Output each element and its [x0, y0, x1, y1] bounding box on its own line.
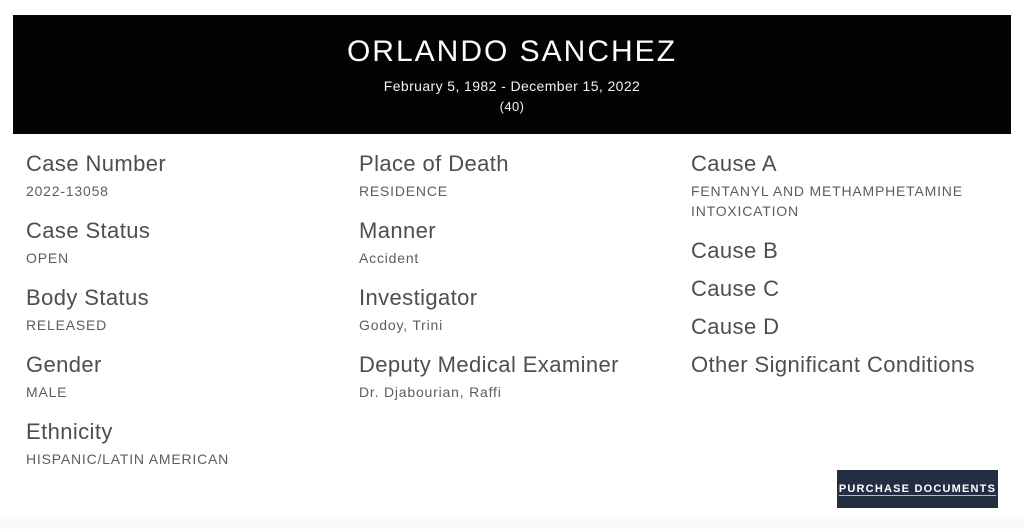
field — [359, 284, 691, 335]
decedent-name: ORLANDO SANCHEZ — [346, 35, 678, 68]
field-label: Body Status — [26, 285, 150, 310]
field — [26, 351, 359, 402]
field-value: MALE — [26, 384, 68, 400]
field-value: HISPANIC/LATIN AMERICAN — [26, 451, 230, 467]
field — [359, 351, 691, 402]
field-label: Case Number — [26, 151, 167, 176]
field-value: RESIDENCE — [359, 183, 448, 199]
field-value: OPEN — [26, 250, 69, 266]
field — [691, 237, 998, 265]
field-label: Cause A — [691, 151, 777, 176]
case-details — [0, 134, 1024, 485]
field-label: Cause C — [691, 276, 780, 301]
field — [691, 150, 998, 221]
field-label: Cause B — [691, 238, 779, 263]
field-value: FENTANYL AND METHAMPHETAMINE INTOXICATION — [691, 183, 963, 219]
field — [26, 217, 359, 268]
field-label: Deputy Medical Examiner — [359, 352, 619, 377]
field-value: Accident — [359, 250, 420, 266]
field-label: Ethnicity — [26, 419, 113, 444]
decedent-banner — [13, 15, 1011, 134]
field — [691, 351, 998, 379]
field-value: RELEASED — [26, 317, 108, 333]
fields-column-3 — [691, 150, 998, 485]
field-label: Cause D — [691, 314, 780, 339]
field-label: Investigator — [359, 285, 478, 310]
field — [26, 418, 359, 469]
field — [359, 150, 691, 201]
purchase-documents-button[interactable] — [837, 470, 998, 508]
field — [691, 275, 998, 303]
field-value: Dr. Djabourian, Raffi — [359, 384, 502, 400]
field — [26, 150, 359, 201]
fields-column-2 — [359, 150, 691, 485]
decedent-age: (40) — [499, 99, 525, 114]
field-label: Other Significant Conditions — [691, 352, 975, 377]
purchase-documents-label: PURCHASE DOCUMENTS — [838, 483, 997, 495]
footer-strip — [0, 517, 1024, 529]
field-label: Manner — [359, 218, 436, 243]
field-label: Gender — [26, 352, 102, 377]
field-value: 2022-13058 — [26, 183, 109, 199]
field — [359, 217, 691, 268]
decedent-date-range: February 5, 1982 - December 15, 2022 — [383, 78, 641, 94]
field-label: Case Status — [26, 218, 151, 243]
field-label: Place of Death — [359, 151, 509, 176]
fields-column-1 — [26, 150, 359, 485]
field — [26, 284, 359, 335]
field — [691, 313, 998, 341]
field-value: Godoy, Trini — [359, 317, 444, 333]
